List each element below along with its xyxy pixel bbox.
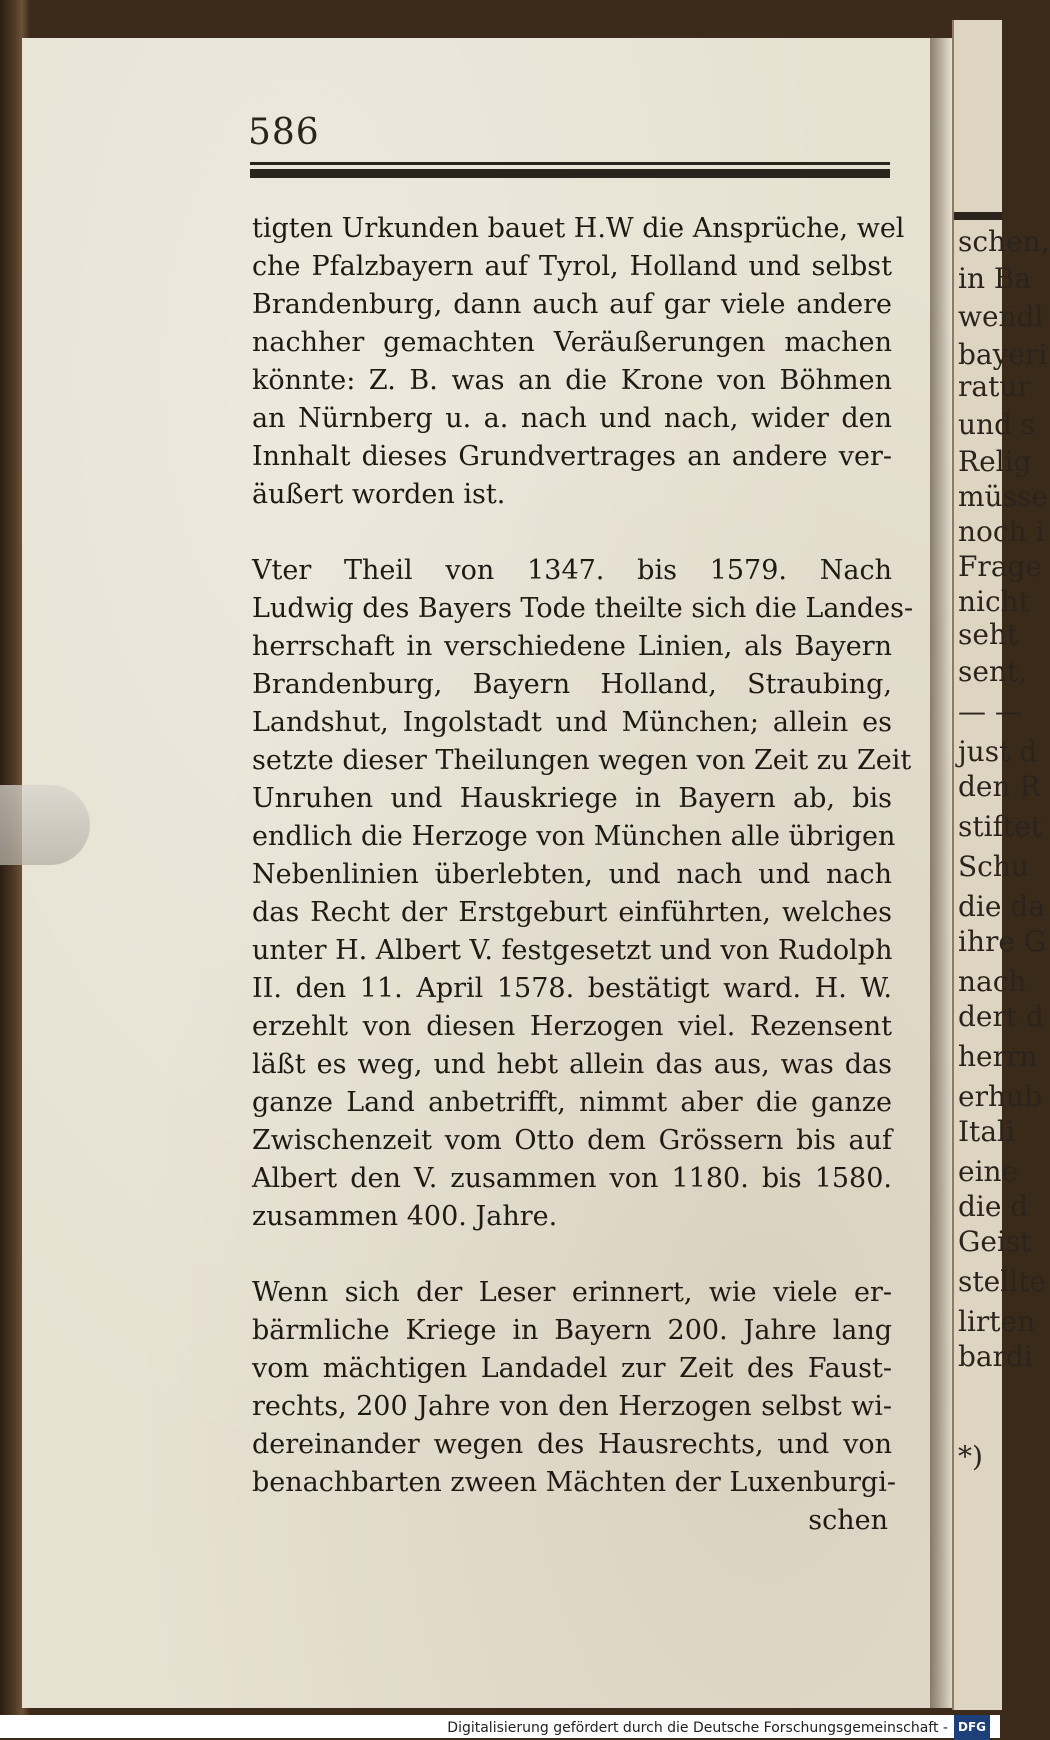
adjacent-page-line: nicht: [958, 585, 1030, 618]
text-line: unter H. Albert V. festgesetzt und von Rudolph: [252, 935, 893, 966]
adjacent-page-line: ratur: [958, 370, 1031, 403]
adjacent-page-line: — —: [958, 695, 1023, 728]
page-marker-tab: [0, 785, 90, 865]
adjacent-page-line: stiftet: [958, 810, 1043, 843]
text-line: Innhalt dieses Grundvertrages an andere ver-: [252, 441, 892, 472]
catchword: schen: [808, 1505, 888, 1536]
adjacent-page-line: Schu: [958, 850, 1029, 883]
footer-credit: Digitalisierung gefördert durch die Deutsche Forschungsgemeinschaft -: [447, 1719, 948, 1736]
text-line: rechts, 200 Jahre von den Herzogen selbst wi-: [252, 1391, 892, 1422]
adjacent-page-line: seht: [958, 618, 1019, 651]
adjacent-page-line: müsse: [958, 480, 1048, 513]
digitization-footer: [0, 1715, 1000, 1738]
text-line: Wenn sich der Leser erinnert, wie viele er-: [252, 1277, 892, 1308]
text-line: benachbarten zween Mächten der Luxenburgi-: [252, 1467, 896, 1498]
adjacent-page-line: sent,: [958, 655, 1028, 688]
adjacent-page-rule: [954, 212, 1002, 220]
paragraph-gap: [252, 1236, 892, 1274]
adjacent-page-line: und s: [958, 408, 1036, 441]
text-line: das Recht der Erstgeburt einführten, welches: [252, 897, 892, 928]
adjacent-page-line: den R: [958, 770, 1041, 803]
text-line: herrschaft in verschiedene Linien, als Bayern: [252, 631, 892, 662]
text-line: setzte dieser Theilungen wegen von Zeit zu Zeit: [252, 745, 912, 776]
text-line: Landshut, Ingolstadt und München; allein es: [252, 707, 892, 738]
text-line: ganze Land anbetrifft, nimmt aber die ganze: [252, 1087, 892, 1118]
text-line: Vter Theil von 1347. bis 1579. Nach: [252, 555, 892, 586]
text-line: erzehlt von diesen Herzogen viel. Rezensent: [252, 1011, 892, 1042]
header-rule: [250, 162, 890, 178]
adjacent-page-line: noch i: [958, 515, 1045, 548]
page-number: 586: [248, 112, 320, 153]
adjacent-page-line: wendl: [958, 300, 1044, 333]
adjacent-page-line: bardi: [958, 1340, 1033, 1373]
text-line: endlich die Herzoge von München alle übrigen: [252, 821, 896, 852]
text-line: II. den 11. April 1578. bestätigt ward. H. W.: [252, 973, 892, 1004]
adjacent-page-line: Frage: [958, 550, 1042, 583]
dfg-logo: DFG: [954, 1715, 990, 1740]
adjacent-page-line: herrn: [958, 1040, 1038, 1073]
adjacent-page-line: in Ba: [958, 262, 1032, 295]
adjacent-page-line: stellte: [958, 1265, 1046, 1298]
adjacent-page-line: schen,: [958, 225, 1050, 258]
text-line: Zwischenzeit vom Otto dem Grössern bis auf: [252, 1125, 892, 1156]
text-line: dereinander wegen des Hausrechts, und von: [252, 1429, 892, 1460]
paragraph-gap: [252, 514, 892, 552]
adjacent-page-line: Geist: [958, 1225, 1032, 1258]
text-line: nachher gemachten Veräußerungen machen: [252, 327, 892, 358]
adjacent-page-line: Relig: [958, 445, 1032, 478]
adjacent-page-line: bayeri: [958, 338, 1048, 371]
text-line: tigten Urkunden bauet H.W die Ansprüche, wel: [252, 213, 905, 244]
adjacent-page-line: *): [958, 1440, 983, 1473]
adjacent-page-line: dert d: [958, 1000, 1044, 1033]
text-line: zusammen 400. Jahre.: [252, 1201, 558, 1232]
adjacent-page-line: die da: [958, 890, 1045, 923]
text-line: läßt es weg, und hebt allein das aus, was das: [252, 1049, 892, 1080]
text-line: äußert worden ist.: [252, 479, 506, 510]
text-line: che Pfalzbayern auf Tyrol, Holland und selbst: [252, 251, 892, 282]
adjacent-page-line: lirten: [958, 1305, 1036, 1338]
text-line: bärmliche Kriege in Bayern 200. Jahre lang: [252, 1315, 892, 1346]
text-line: Albert den V. zusammen von 1180. bis 1580.: [252, 1163, 892, 1194]
text-line: Ludwig des Bayers Tode theilte sich die Landes-: [252, 593, 914, 624]
page-text: [252, 210, 914, 1540]
adjacent-page-line: die d: [958, 1190, 1029, 1223]
text-line: Nebenlinien überlebten, und nach und nach: [252, 859, 892, 890]
text-line: an Nürnberg u. a. nach und nach, wider den: [252, 403, 892, 434]
adjacent-page-line: Itali: [958, 1115, 1015, 1148]
text-line: Unruhen und Hauskriege in Bayern ab, bis: [252, 783, 892, 814]
adjacent-page-line: erhub: [958, 1080, 1042, 1113]
text-line: vom mächtigen Landadel zur Zeit des Faust-: [252, 1353, 892, 1384]
adjacent-page-line: eine: [958, 1155, 1019, 1188]
adjacent-page-edge: [952, 20, 1050, 1710]
text-line: Brandenburg, dann auch auf gar viele andere: [252, 289, 892, 320]
gutter-shadow: [930, 38, 952, 1708]
text-line: könnte: Z. B. was an die Krone von Böhmen: [252, 365, 892, 396]
adjacent-page-line: just d: [958, 735, 1038, 768]
adjacent-page-line: ihre G: [958, 925, 1047, 958]
text-line: Brandenburg, Bayern Holland, Straubing,: [252, 669, 892, 700]
adjacent-page-line: nach: [958, 965, 1027, 998]
